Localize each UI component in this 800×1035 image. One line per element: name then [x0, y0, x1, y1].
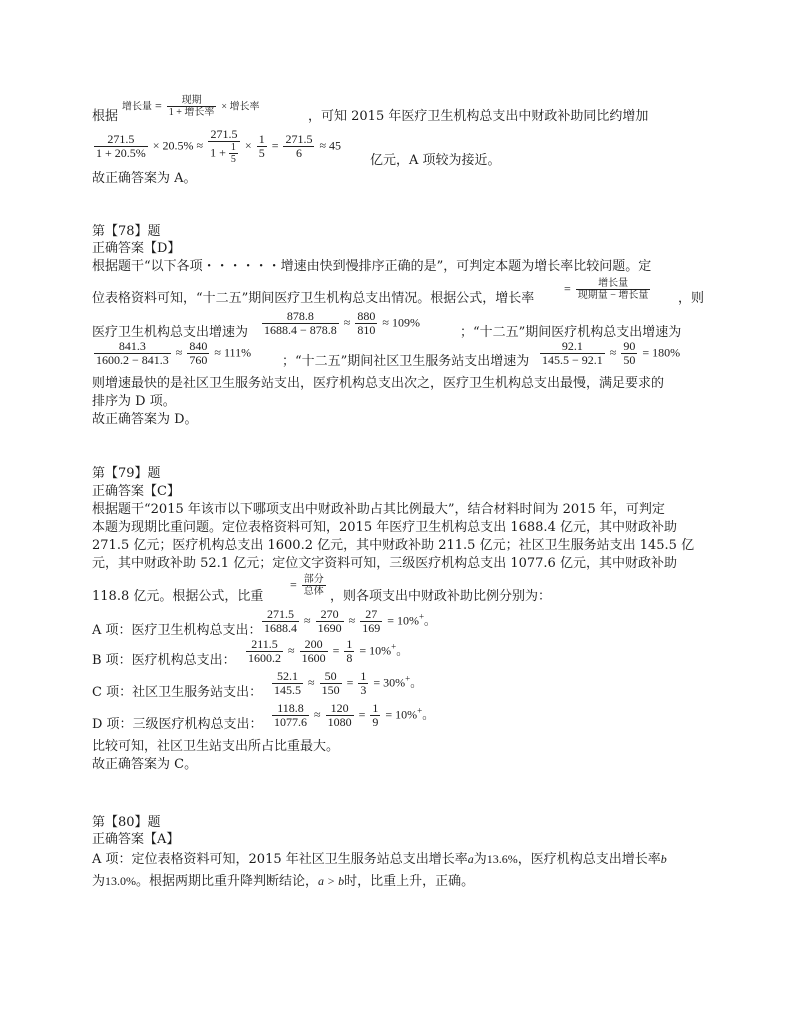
b79-line4: 元，其中财政补助 52.1 亿元；定位文字资料可知，三级医疗机构总支出 1077.6 亿元，其中财政补助 — [92, 556, 677, 571]
b78-line3-post: ；“十二五”期间医疗机构总支出增速为 — [460, 325, 682, 340]
b79-item-c-label: C 项：社区卫生服务站支出： — [92, 685, 263, 700]
fraction: $\frac{118.8}{1077.6}$ — [274, 701, 307, 729]
fraction: $\frac{1}{3}$ — [360, 669, 367, 697]
b79-item-d-label: D 项：三级医疗机构总支出： — [92, 717, 263, 732]
b79-conclusion: 故正确答案为 C。 — [92, 757, 198, 772]
b79-item-a-label: A 项：医疗卫生机构总支出： — [92, 623, 262, 638]
fraction: $\frac{92.1}{145.5 - 92.1}$ — [542, 339, 603, 367]
b78-line5: 则增速最快的是社区卫生服务站支出，医疗机构总支出次之，医疗卫生机构总支出最慢，满足要求的 — [92, 376, 665, 391]
fraction: $\frac{878.8}{1688.4 - 878.8}$ — [264, 309, 337, 337]
b80-title: 第【80】题 — [92, 815, 161, 830]
fraction: 271.5 1 + $\frac{1}{5}$ — [208, 128, 240, 165]
fraction: $\frac{271.5}{6}$ — [285, 132, 313, 160]
fraction: $\frac{\text{增长量}}{\text{现期量 − 增长量}}$ — [577, 278, 649, 301]
fraction: $\frac{50}{150}$ — [321, 669, 340, 697]
fraction: $\frac{\text{现期}}{\text{1 + 增长率}}$ — [168, 95, 215, 118]
b79-item-a-math: $\frac{271.5}{1688.4}$ ≈ $\frac{270}{1690}$ ≈ $\frac{27}{169}$ = 10%+。 — [264, 607, 437, 635]
fraction: $\frac{1}{5}$ — [258, 132, 265, 160]
fraction: $\frac{1}{9}$ — [372, 701, 379, 729]
fraction: $\frac{271.5}{1 + 20.5\%}$ — [96, 132, 146, 160]
fraction: $\frac{\text{部分}}{\text{总体}}$ — [303, 574, 324, 597]
b78-line2-post: ，则 — [678, 291, 705, 306]
b78-title: 第【78】题 — [92, 224, 161, 239]
b78-line4-math2: $\frac{92.1}{145.5 - 92.1}$ ≈ $\frac{90}{50}$ = 180% — [542, 339, 681, 367]
fraction: $\frac{840}{760}$ — [189, 339, 208, 367]
b77-line1: 根据 — [92, 109, 119, 124]
fraction: $\frac{271.5}{1688.4}$ — [264, 607, 297, 635]
b78-line3-math: $\frac{878.8}{1688.4 - 878.8}$ ≈ $\frac{880}{810}$ ≈ 109% — [264, 309, 420, 337]
b79-line2: 本题为现期比重问题。定位表格资料可知，2015 年医疗卫生机构总支出 1688.4 亿元，其中财政补助 — [92, 520, 677, 535]
b79-line5: 118.8 亿元。根据公式，比重 — [92, 589, 264, 604]
b78-conclusion: 故正确答案为 D。 — [92, 412, 198, 427]
b79-item-d-math: $\frac{118.8}{1077.6}$ ≈ $\frac{120}{1080}$ = $\frac{1}{9}$ = 10%+。 — [274, 701, 435, 729]
b78-line1: 根据题干“以下各项・・・・・・增速由快到慢排序正确的是”，可判定本题为增长率比较问题。定 — [92, 259, 652, 274]
b80-line1: A 项：定位表格资料可知，2015 年社区卫生服务站总支出增长率a为13.6%，医疗机构总支出增长率b — [92, 852, 667, 867]
b77-calculation: $\frac{271.5}{1 + 20.5\%}$ × 20.5% ≈ 271.5 1 + $\frac{1}{5}$ × $\frac{1}{5}$ = $\frac{271.5}{6}$ ≈ 45 — [96, 127, 342, 165]
b80-line2: 为13.0%。根据两期比重升降判断结论，a > b时，比重上升，正确。 — [92, 874, 475, 889]
b79-item-c-math: $\frac{52.1}{145.5}$ ≈ $\frac{50}{150}$ = $\frac{1}{3}$ = 30%+。 — [274, 669, 423, 697]
b78-line2: 位表格资料可知，“十二五”期间医疗卫生机构总支出情况。根据公式，增长率 — [92, 291, 535, 306]
b79-line1: 根据题干“2015 年该市以下哪项支出中财政补助占其比例最大”，结合材料时间为 2015 年，可判定 — [92, 502, 665, 517]
b79-item-b-math: $\frac{211.5}{1600.2}$ ≈ $\frac{200}{1600}$ = $\frac{1}{8}$ = 10%+。 — [248, 637, 409, 665]
fraction: $\frac{270}{1690}$ — [317, 607, 342, 635]
proportion-formula: = $\frac{\text{部分}}{\text{总体}}$ — [290, 574, 324, 597]
fraction: $\frac{200}{1600}$ — [301, 637, 326, 665]
fraction: $\frac{1}{5}$ — [230, 142, 236, 165]
b79-compare: 比较可知，社区卫生站支出所占比重最大。 — [92, 739, 340, 754]
b78-line6: 排序为 D 项。 — [92, 394, 176, 409]
b77-line1-post: ，可知 2015 年医疗卫生机构总支出中财政补助同比约增加 — [308, 109, 649, 124]
b79-line3: 271.5 亿元；医疗机构总支出 1600.2 亿元，其中财政补助 211.5 亿元；社区卫生服务站支出 145.5 亿 — [92, 538, 695, 553]
b79-item-b-label: B 项：医疗机构总支出： — [92, 653, 236, 668]
b77-line2-post: 亿元，A 项较为接近。 — [370, 153, 501, 168]
b79-line5-post: ，则各项支出中财政补助比例分别为： — [330, 589, 552, 604]
growth-rate-formula: = $\frac{\text{增长量}}{\text{现期量 − 增长量}}$ — [564, 278, 649, 301]
growth-formula: 增长量 = $\frac{\text{现期}}{\text{1 + 增长率}}$ × 增长率 — [122, 95, 260, 118]
fraction: $\frac{120}{1080}$ — [327, 701, 352, 729]
fraction: $\frac{1}{8}$ — [346, 637, 353, 665]
fraction: $\frac{27}{169}$ — [362, 607, 381, 635]
b77-conclusion: 故正确答案为 A。 — [92, 171, 197, 186]
fraction: $\frac{90}{50}$ — [623, 339, 636, 367]
b78-line4-math: $\frac{841.3}{1600.2 - 841.3}$ ≈ $\frac{840}{760}$ ≈ 111% — [96, 339, 252, 367]
b80-answer: 正确答案【A】 — [92, 832, 180, 847]
b78-line4-mid: ；“十二五”期间社区卫生服务站支出增速为 — [282, 354, 530, 369]
b78-line3: 医疗卫生机构总支出增速为 — [92, 325, 249, 340]
fraction: $\frac{841.3}{1600.2 - 841.3}$ — [96, 339, 169, 367]
b78-answer: 正确答案【D】 — [92, 241, 181, 256]
fraction: $\frac{52.1}{145.5}$ — [274, 669, 301, 697]
b79-title: 第【79】题 — [92, 466, 161, 481]
fraction: $\frac{880}{810}$ — [357, 309, 376, 337]
fraction: $\frac{211.5}{1600.2}$ — [248, 637, 281, 665]
b79-answer: 正确答案【C】 — [92, 484, 180, 499]
